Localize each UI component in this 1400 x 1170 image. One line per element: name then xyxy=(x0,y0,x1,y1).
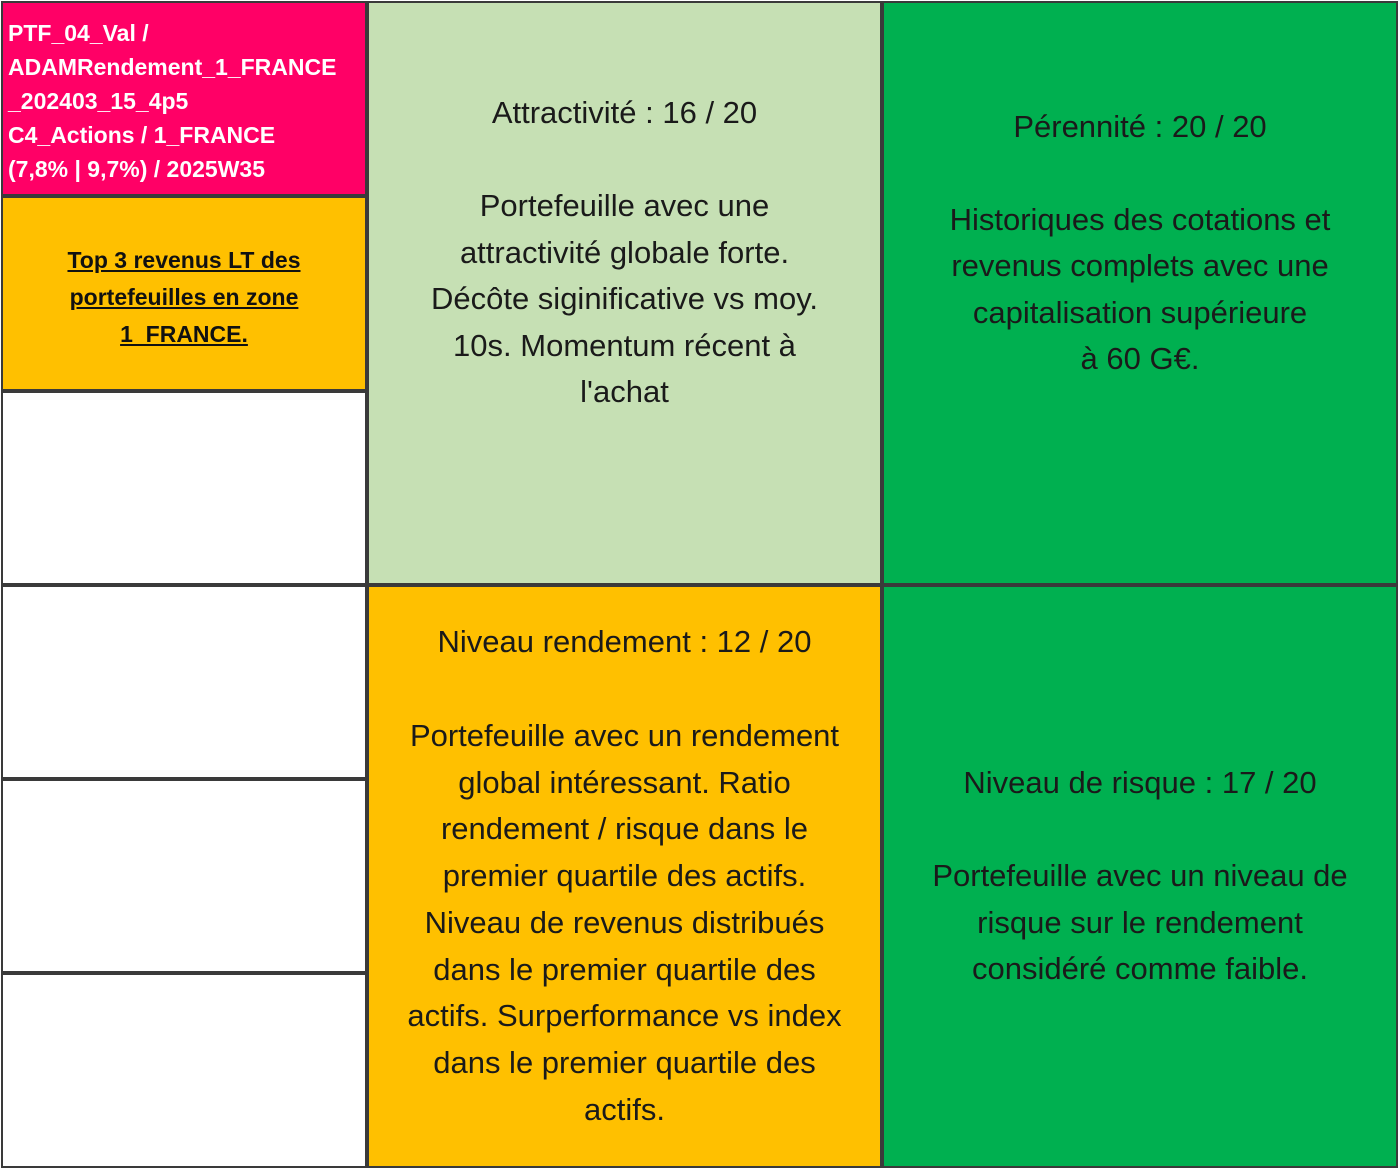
identifier-line: (7,8% | 9,7%) / 2025W35 xyxy=(8,156,266,182)
portfolio-identifier xyxy=(8,16,336,186)
identifier-line: PTF_04_Val / xyxy=(8,20,149,46)
description-line: revenus complets avec une xyxy=(951,248,1329,283)
top3-heading xyxy=(67,242,300,353)
empty-cell xyxy=(1,779,367,973)
top3-line: Top 3 revenus LT des xyxy=(67,247,301,273)
identifier-line: ADAMRendement_1_FRANCE xyxy=(8,54,337,80)
description-line: Décôte siginificative vs moy. xyxy=(430,281,819,317)
empty-cell xyxy=(1,585,367,779)
description-line: attractivité globale forte. xyxy=(459,234,790,270)
empty-cell xyxy=(1,973,367,1168)
empty-cell xyxy=(1,391,367,585)
attractivite-title: Attractivité : 16 / 20 xyxy=(491,95,758,131)
identifier-line: _202403_15_4p5 xyxy=(8,88,189,114)
top3-line: 1_FRANCE. xyxy=(120,321,248,347)
description-line: Portefeuille avec un niveau de xyxy=(932,858,1348,894)
risque-description xyxy=(932,853,1347,993)
description-line: 10s. Momentum récent à xyxy=(453,327,796,363)
risque-title: Niveau de risque : 17 / 20 xyxy=(963,765,1317,801)
attractivite-card xyxy=(367,1,882,585)
rendement-title: Niveau rendement : 12 / 20 xyxy=(437,624,812,660)
description-line: l'achat xyxy=(580,374,669,410)
risque-card xyxy=(882,585,1398,1168)
description-line: à 60 G€. xyxy=(1080,341,1200,376)
description-line: considéré comme faible. xyxy=(972,951,1308,987)
description-line: premier quartile des actifs. xyxy=(442,858,807,894)
top3-line: portefeuilles en zone xyxy=(69,284,299,310)
top3-cell xyxy=(1,196,367,391)
description-line: Niveau de revenus distribués xyxy=(424,904,825,940)
perennite-card xyxy=(882,1,1398,585)
portfolio-identifier-cell xyxy=(1,1,367,196)
description-line: Portefeuille avec un rendement xyxy=(409,717,840,753)
perennite-description xyxy=(950,197,1331,383)
description-line: global intéressant. Ratio xyxy=(458,764,791,800)
attractivite-description xyxy=(431,183,818,416)
description-line: Portefeuille avec une xyxy=(479,188,770,224)
description-line: dans le premier quartile des xyxy=(433,951,816,987)
description-line: Historiques des cotations et xyxy=(949,201,1331,237)
description-line: risque sur le rendement xyxy=(977,904,1303,940)
rendement-card xyxy=(367,585,882,1168)
identifier-line: C4_Actions / 1_FRANCE xyxy=(8,122,276,148)
description-line: rendement / risque dans le xyxy=(440,811,809,847)
perennite-title: Pérennité : 20 / 20 xyxy=(1013,108,1267,144)
description-line: capitalisation supérieure xyxy=(972,294,1308,330)
rendement-description xyxy=(407,713,841,1134)
description-line: actifs. Surperformance vs index xyxy=(407,998,842,1034)
description-line: actifs. xyxy=(584,1092,665,1128)
description-line: dans le premier quartile des xyxy=(433,1045,816,1081)
